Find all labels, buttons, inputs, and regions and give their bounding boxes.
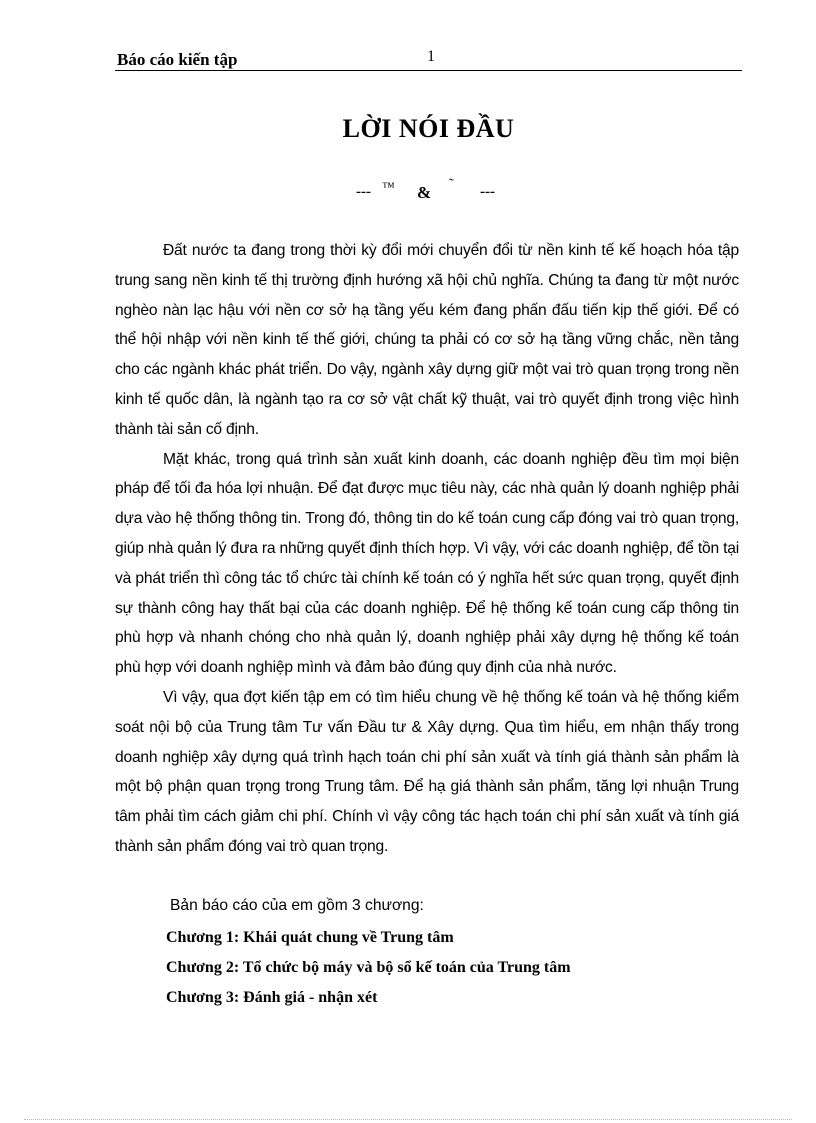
paragraph-1: Đất nước ta đang trong thời kỳ đổi mới chuyển đổi từ nền kinh tế kế hoạch hóa tập trung sang nền kinh tế thị trường định hướng xã hội chủ nghĩa. Chúng ta đang từ một nước nghèo nàn lạc hậu với nền cơ sở hạ tầng yếu kém đang phấn đấu tiến kịp thế giới. Để có thể hội nhập với nền kinh tế thế giới, chúng ta phải có cơ sở hạ tầng vững chắc, nền tảng cho các ngành khác phát triển. Do vậy, ngành xây dựng giữ một vai trò quan trọng trong nền kinh tế quốc dân, là ngành tạo ra cơ sở vật chất kỹ thuật, vai trò quyết định trong việc hình thành tài sản cố định. bbox=[115, 242, 739, 438]
header-title: Báo cáo kiến tập bbox=[117, 50, 238, 69]
ornament-tilde: ˜ bbox=[449, 177, 454, 192]
chapter-1: Chương 1: Khái quát chung về Trung tâm bbox=[166, 929, 454, 946]
document-title: LỜI NÓI ĐẦU bbox=[342, 114, 515, 143]
ornament-ampersand: & bbox=[417, 183, 432, 202]
chapters-intro: Bản báo cáo của em gồm 3 chương: bbox=[170, 897, 424, 914]
ornament-dash-left: --- bbox=[356, 184, 371, 200]
paragraph-3: Vì vậy, qua đợt kiến tập em có tìm hiểu chung về hệ thống kế toán và hệ thống kiểm soát nội bộ của Trung tâm Tư vấn Đầu tư & Xây dựng. Qua tìm hiểu, em nhận thấy trong doanh nghiệp xây dựng quá trình hạch toán chi phí sản xuất và tính giá thành sản phẩm là một bộ phận quan trọng trong Trung tâm. Để hạ giá thành sản phẩm, tăng lợi nhuận Trung tâm phải tìm cách giảm chi phí. Chính vì vậy công tác hạch toán chi phí sản xuất và tính giá thành sản phẩm đóng vai trò quan trọng. bbox=[115, 688, 739, 855]
title-ornament bbox=[356, 177, 516, 207]
page-number: 1 bbox=[427, 48, 435, 65]
ornament-dash-right: --- bbox=[480, 184, 495, 200]
ornament-tm-symbol: ™ bbox=[382, 179, 395, 194]
chapter-3: Chương 3: Đánh giá - nhận xét bbox=[166, 989, 378, 1006]
page-header bbox=[115, 48, 742, 71]
body-text bbox=[115, 236, 739, 862]
page-bottom-edge bbox=[24, 1119, 792, 1120]
paragraph-2: Mặt khác, trong quá trình sản xuất kinh doanh, các doanh nghiệp đều tìm mọi biện pháp để tối đa hóa lợi nhuận. Để đạt được mục tiêu này, các nhà quản lý doanh nghiệp phải dựa vào hệ thống thông tin. Trong đó, thông tin do kế toán cung cấp đóng vai trò quan trọng, giúp nhà quản lý đưa ra những quyết định thích hợp. Vì vậy, với các doanh nghiệp, để tồn tại và phát triển thì công tác tổ chức tài chính kế toán có ý nghĩa hết sức quan trọng, quyết định sự thành công hay thất bại của các doanh nghiệp. Để hệ thống kế toán cung cấp thông tin phù hợp và nhanh chóng cho nhà quản lý, doanh nghiệp phải xây dựng hệ thống kế toán phù hợp với doanh nghiệp mình và đảm bảo đúng quy định của nhà nước. bbox=[115, 450, 739, 677]
chapter-2: Chương 2: Tổ chức bộ máy và bộ sổ kế toán của Trung tâm bbox=[166, 959, 571, 976]
